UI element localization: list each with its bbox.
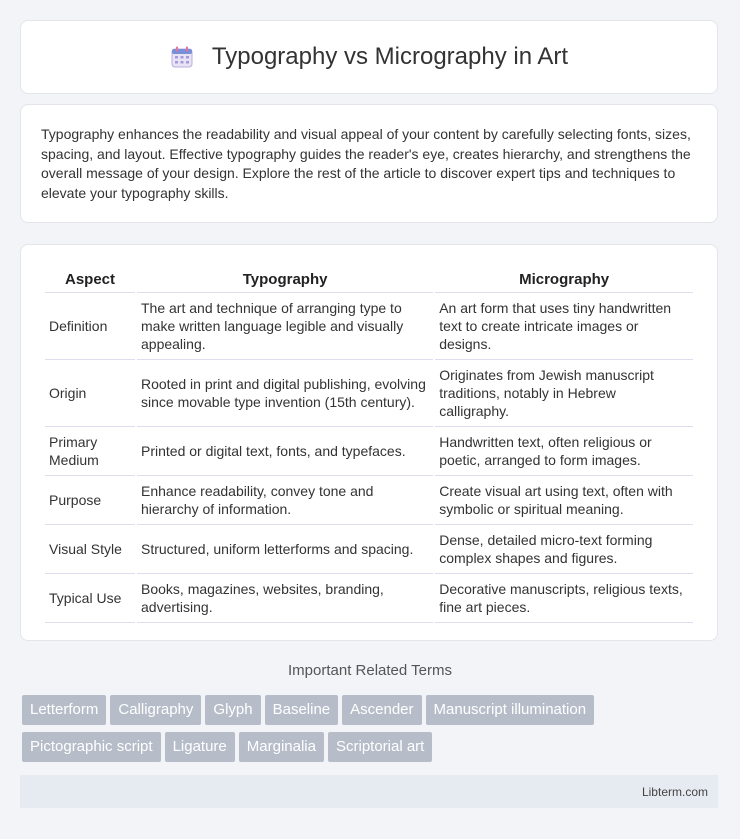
related-terms-list <box>22 695 722 769</box>
aspect-cell: Typical Use <box>45 574 135 623</box>
intro-card <box>20 104 718 223</box>
aspect-cell: Definition <box>45 293 135 360</box>
intro-text: Typography enhances the readability and visual appeal of your content by carefully selecting fonts, sizes, spacing, and layout. Effective typography guides the reader's eye, creates hierarchy, and strengthens the overall message of your design. Explore the rest of the article to discover expert tips and techniques to elevate your typography skills. <box>41 126 691 201</box>
term-tag[interactable]: Pictographic script <box>22 732 161 762</box>
footer <box>20 775 718 808</box>
column-header-micrography: Micrography <box>435 267 693 293</box>
aspect-cell: Primary Medium <box>45 427 135 476</box>
table-row <box>45 574 693 623</box>
aspect-cell: Visual Style <box>45 525 135 574</box>
table-row <box>45 427 693 476</box>
comparison-table-card <box>20 244 718 641</box>
header-card <box>20 20 718 94</box>
calendar-icon <box>170 45 194 69</box>
term-tag[interactable]: Baseline <box>265 695 339 725</box>
typography-cell: Rooted in print and digital publishing, evolving since movable type invention (15th century). <box>137 360 433 427</box>
column-header-typography: Typography <box>137 267 433 293</box>
typography-cell: Books, magazines, websites, branding, advertising. <box>137 574 433 623</box>
table-row <box>45 525 693 574</box>
micrography-cell: An art form that uses tiny handwritten text to create intricate images or designs. <box>435 293 693 360</box>
term-tag[interactable]: Letterform <box>22 695 106 725</box>
related-terms-title: Important Related Terms <box>288 662 452 679</box>
micrography-cell: Originates from Jewish manuscript traditions, notably in Hebrew calligraphy. <box>435 360 693 427</box>
comparison-table <box>43 267 695 623</box>
aspect-cell: Origin <box>45 360 135 427</box>
table-row <box>45 476 693 525</box>
table-row <box>45 293 693 360</box>
micrography-cell: Create visual art using text, often with symbolic or spiritual meaning. <box>435 476 693 525</box>
table-row <box>45 360 693 427</box>
typography-cell: Printed or digital text, fonts, and typefaces. <box>137 427 433 476</box>
term-tag[interactable]: Marginalia <box>239 732 324 762</box>
term-tag[interactable]: Ligature <box>165 732 235 762</box>
micrography-cell: Decorative manuscripts, religious texts, fine art pieces. <box>435 574 693 623</box>
column-header-aspect: Aspect <box>45 267 135 293</box>
typography-cell: Enhance readability, convey tone and hierarchy of information. <box>137 476 433 525</box>
page-title: Typography vs Micrography in Art <box>211 43 569 70</box>
footer-link[interactable]: Libterm.com <box>641 784 708 799</box>
micrography-cell: Handwritten text, often religious or poetic, arranged to form images. <box>435 427 693 476</box>
term-tag[interactable]: Calligraphy <box>110 695 201 725</box>
term-tag[interactable]: Glyph <box>205 695 260 725</box>
term-tag[interactable]: Ascender <box>342 695 421 725</box>
typography-cell: The art and technique of arranging type to make written language legible and visually appealing. <box>137 293 433 360</box>
micrography-cell: Dense, detailed micro-text forming complex shapes and figures. <box>435 525 693 574</box>
aspect-cell: Purpose <box>45 476 135 525</box>
term-tag[interactable]: Manuscript illumination <box>426 695 595 725</box>
typography-cell: Structured, uniform letterforms and spacing. <box>137 525 433 574</box>
table-header-row <box>45 267 693 293</box>
term-tag[interactable]: Scriptorial art <box>328 732 432 762</box>
